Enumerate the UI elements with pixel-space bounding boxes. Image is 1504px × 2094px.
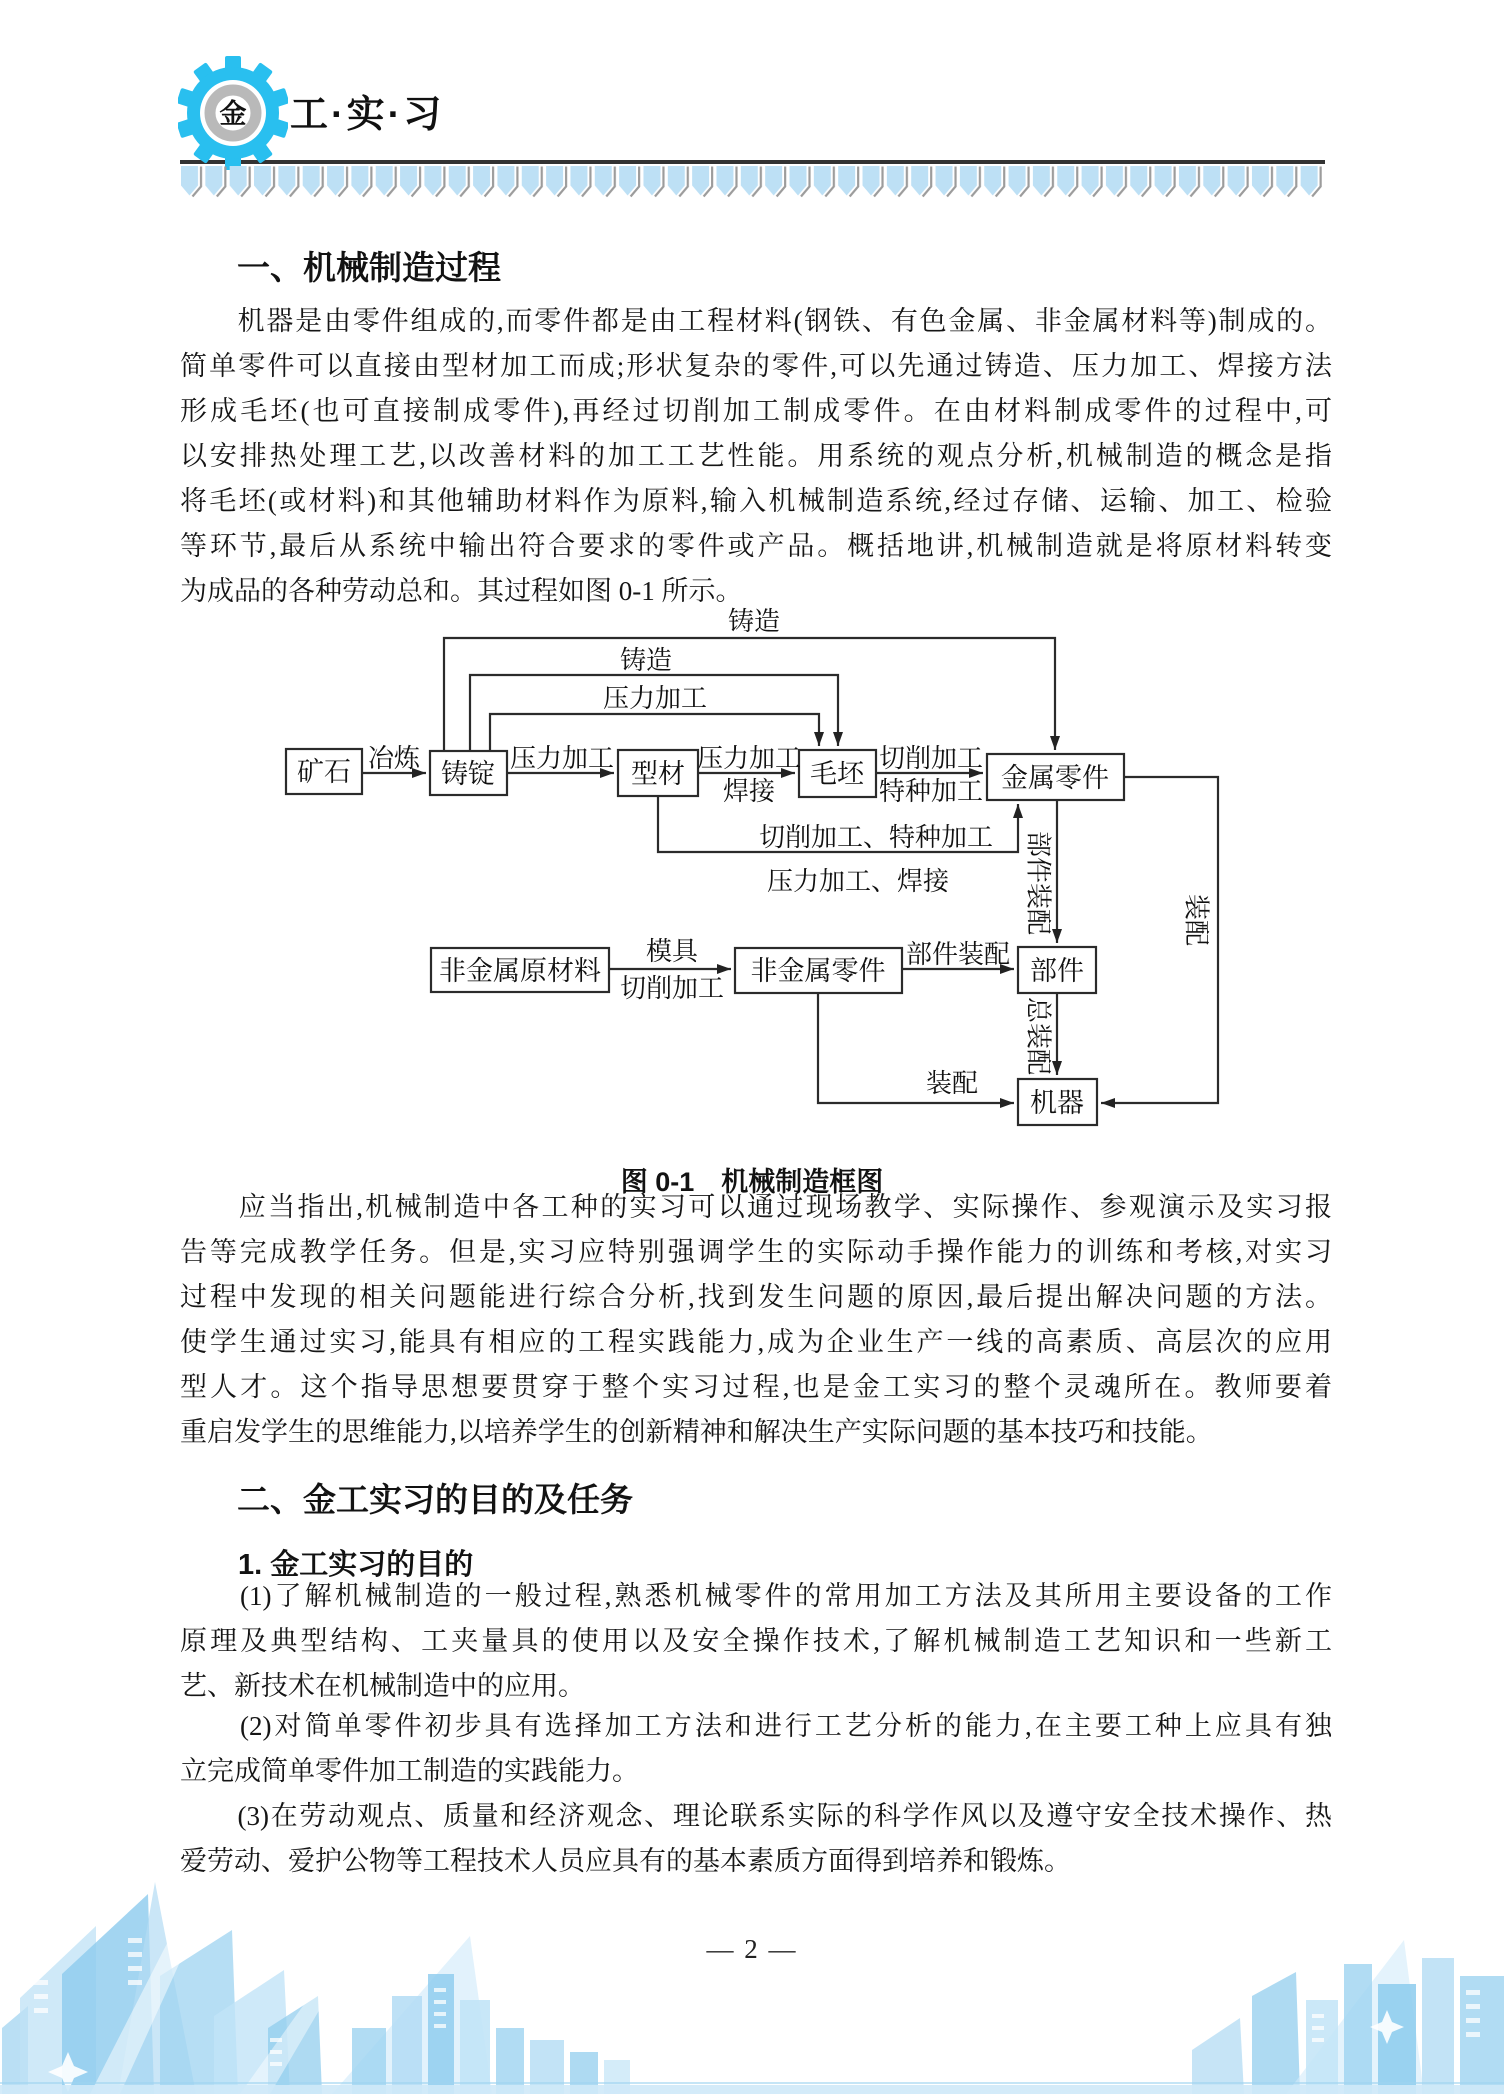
- edge-press-top-label: 压力加工: [602, 684, 708, 713]
- box-blank-label: 毛坯: [810, 759, 864, 789]
- text-line: 为成品的各种劳动总和。其过程如图 0-1 所示。: [180, 576, 743, 606]
- edge-casting-top: [444, 638, 1055, 751]
- edge-assembly-bottom: [818, 993, 1014, 1103]
- page-number: — 2 —: [706, 1934, 798, 1964]
- section1-heading: 一、机械制造过程: [237, 249, 501, 286]
- edge-weld-label: 焊接: [722, 777, 776, 806]
- text-line: (3)在劳动观点、质量和经济观念、理论联系实际的科学作风以及遵守安全技术操作、热: [180, 1801, 1332, 1831]
- edge-comp-assembly-h-label: 部件装配: [905, 940, 1011, 969]
- edge-casting-top-label: 铸造: [727, 607, 781, 636]
- text-line: 使学生通过实习,能具有相应的工程实践能力,成为企业生产一线的高素质、高层次的应用: [180, 1327, 1332, 1357]
- text-line: 爱劳动、爱护公物等工程技术人员应具有的基本素质方面得到培养和锻炼。: [180, 1846, 1071, 1876]
- fringe-banner-border: [181, 166, 1325, 199]
- edge-press2-label: 压力加工: [696, 744, 802, 773]
- box-machine-label: 机器: [1030, 1088, 1084, 1118]
- box-nonmetal-raw-label: 非金属原材料: [439, 956, 601, 986]
- box-ore-label: 矿石: [297, 757, 351, 787]
- edge-total-assembly-label: 总装配: [1023, 996, 1053, 1076]
- footer-strip-line: [0, 2082, 1504, 2084]
- figure-caption: 图 0-1 机械制造框图: [620, 1167, 884, 1197]
- text-line: 告等完成教学任务。但是,实习应特别强调学生的实际动手操作能力的训练和考核,对实习: [180, 1237, 1332, 1267]
- edge-mold-label: 模具: [645, 937, 699, 966]
- edge-mold-cut-label: 切削加工: [619, 974, 725, 1003]
- objective-item-3: [180, 1794, 1332, 1884]
- box-nonmetal-parts-label: 非金属零件: [750, 956, 886, 986]
- paragraph-2: [180, 1185, 1332, 1455]
- header-divider: [180, 160, 1325, 164]
- page-title: 工·实·习: [290, 94, 445, 136]
- text-line: 重启发学生的思维能力,以培养学生的创新精神和解决生产实际问题的基本技巧和技能。: [180, 1417, 1213, 1447]
- edge-comp-assembly-v-label: 部件装配: [1023, 830, 1053, 936]
- gear-logo-icon: [178, 54, 288, 172]
- cityscape-left: [2, 1882, 630, 2094]
- text-line: 简单零件可以直接由型材加工而成;形状复杂的零件,可以先通过铸造、压力加工、焊接方法: [180, 351, 1332, 381]
- text-line: 型人才。这个指导思想要贯穿于整个实习过程,也是金工实习的整个灵魂所在。教师要着: [180, 1372, 1332, 1402]
- box-profile-label: 型材: [631, 759, 685, 789]
- paragraph-1: [180, 299, 1332, 614]
- box-ingot-label: 铸锭: [441, 759, 495, 789]
- edge-casting-mid-label: 铸造: [619, 646, 673, 675]
- edge-assembly-right-label: 装配: [1181, 893, 1211, 947]
- edge-press1-label: 压力加工: [509, 744, 615, 773]
- text-line: 原理及典型结构、工夹量具的使用以及安全操作技术,了解机械制造工艺知识和一些新工: [180, 1626, 1332, 1656]
- box-component-label: 部件: [1030, 956, 1084, 986]
- footer-cityscape: [0, 1878, 1504, 2094]
- text-line: 将毛坯(或材料)和其他辅助材料作为原料,输入机械制造系统,经过存储、运输、加工、检验: [180, 486, 1332, 516]
- section2-heading: 二、金工实习的目的及任务: [237, 1481, 633, 1518]
- manufacturing-flowchart: [0, 600, 1504, 1160]
- edge-cutting-label: 切削加工: [878, 744, 984, 773]
- text-line: 过程中发现的相关问题能进行综合分析,找到发生问题的原因,最后提出解决问题的方法。: [180, 1282, 1332, 1312]
- section2-subheading: 1. 金工实习的目的: [238, 1549, 474, 1581]
- edge-bypass-label2: 压力加工、焊接: [766, 867, 950, 896]
- text-line: 艺、新技术在机械制造中的应用。: [180, 1671, 585, 1701]
- footer-strip: [0, 2085, 1504, 2094]
- text-line: (1)了解机械制造的一般过程,熟悉机械零件的常用加工方法及其所用主要设备的工作: [180, 1581, 1332, 1611]
- logo-center-char: 金: [219, 99, 247, 129]
- text-line: 以安排热处理工艺,以改善材料的加工工艺性能。用系统的观点分析,机械制造的概念是指: [180, 441, 1332, 471]
- text-line: (2)对简单零件初步具有选择加工方法和进行工艺分析的能力,在主要工种上应具有独: [180, 1711, 1332, 1741]
- edge-special-label: 特种加工: [878, 777, 984, 806]
- cityscape-right: [1192, 1940, 1504, 2094]
- text-line: 机器是由零件组成的,而零件都是由工程材料(钢铁、有色金属、非金属材料等)制成的。: [180, 306, 1332, 336]
- box-metal-parts-label: 金属零件: [1001, 763, 1109, 793]
- objective-item-1: [180, 1574, 1332, 1709]
- text-line: 等环节,最后从系统中输出符合要求的零件或产品。概括地讲,机械制造就是将原材料转变: [180, 531, 1332, 561]
- text-line: 形成毛坯(也可直接制成零件),再经过切削加工制成零件。在由材料制成零件的过程中,可: [180, 396, 1332, 426]
- edge-bypass-label1: 切削加工、特种加工: [758, 823, 994, 852]
- text-line: 立完成简单零件加工制造的实践能力。: [180, 1756, 639, 1786]
- text-line: 应当指出,机械制造中各工种的实习可以通过现场教学、实际操作、参观演示及实习报: [180, 1192, 1332, 1222]
- edge-assembly-bottom-label: 装配: [925, 1069, 979, 1098]
- objective-item-2: [180, 1704, 1332, 1794]
- edge-smelting-label: 冶炼: [367, 744, 421, 773]
